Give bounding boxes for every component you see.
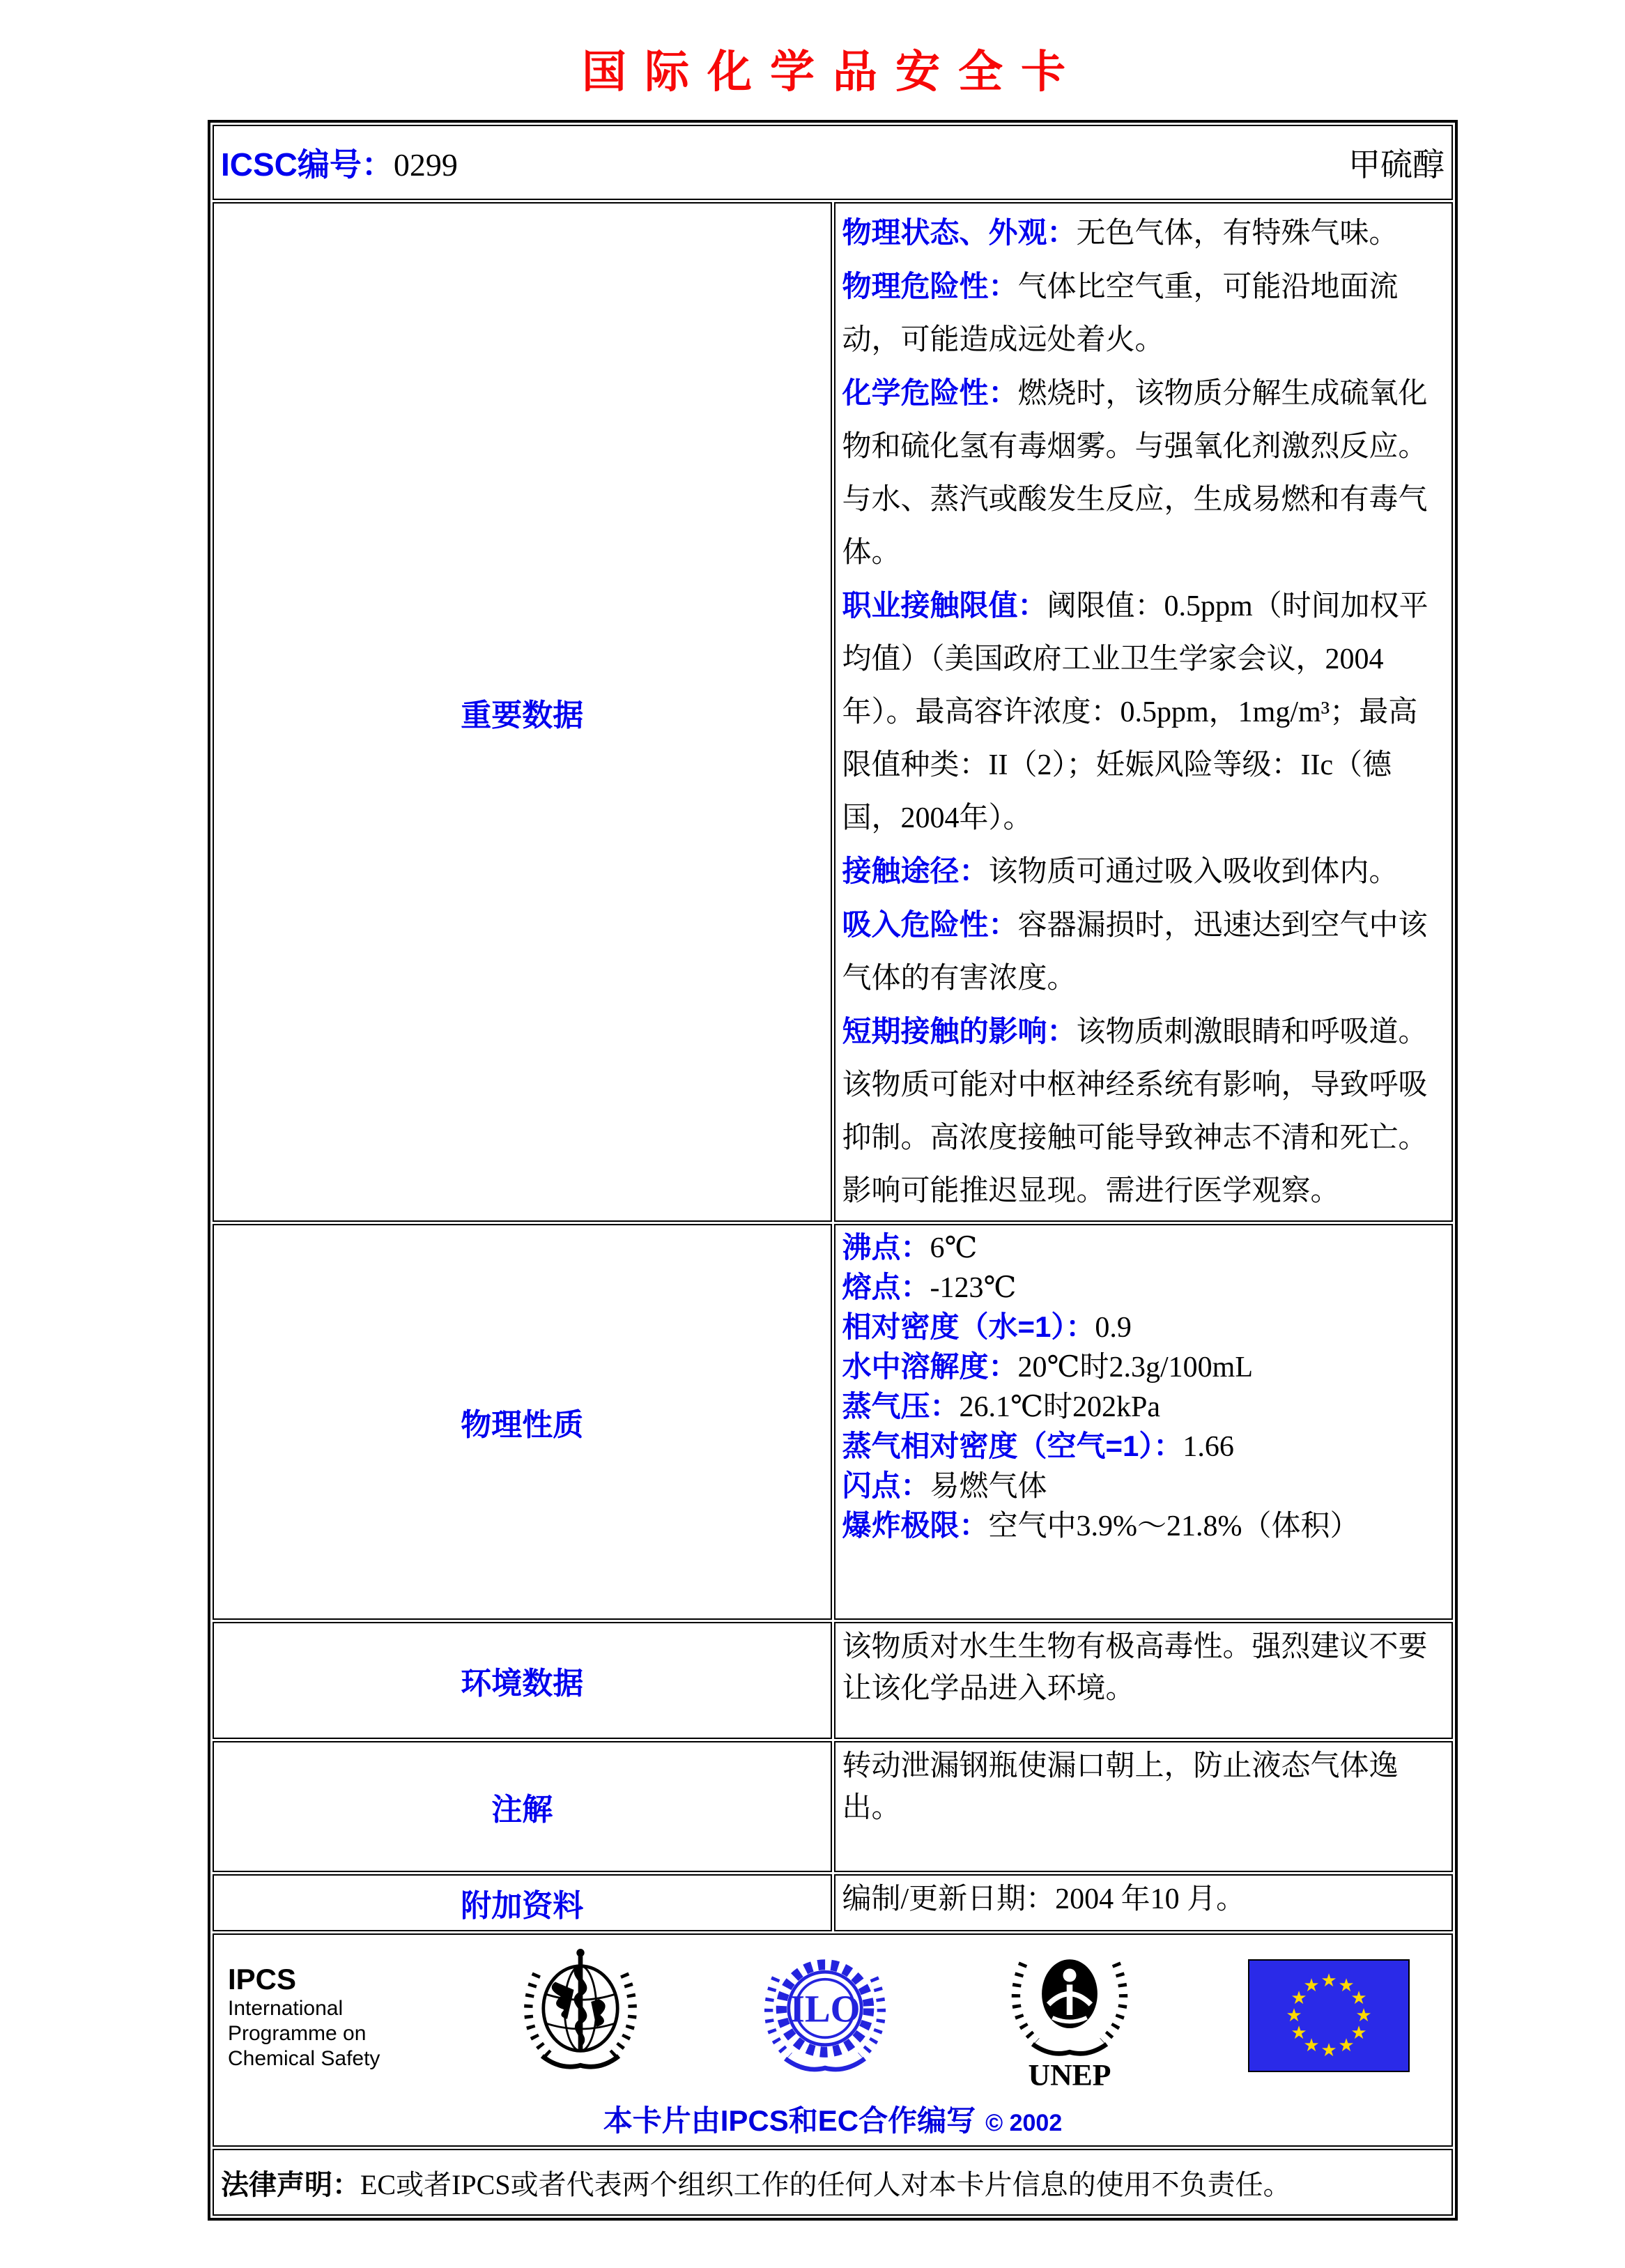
physical-item — [842, 1308, 1445, 1347]
svg-text:★: ★ — [1338, 1975, 1355, 1995]
icsc-card-page — [0, 36, 1625, 2268]
credit-line — [228, 2098, 1438, 2140]
svg-text:★: ★ — [1286, 2005, 1302, 2025]
physical-item — [842, 1506, 1445, 1546]
additional-info-heading: 附加资料 — [213, 1874, 832, 1931]
legal-cell — [213, 2149, 1453, 2216]
physical-item-text: 易燃气体 — [930, 1471, 1047, 1503]
svg-text:★: ★ — [1291, 1987, 1307, 2008]
physical-properties-row — [213, 1224, 1453, 1620]
ilo-logo-text: ILO — [790, 1987, 861, 2030]
important-item-text: 阈限值：0.5ppm（时间加权平均值）（美国政府工业卫生学家会议，2004年）。最高容许浓度：0.5ppm，1mg/m³；最高限值种类：II（2）；妊娠风险等级：IIc（德国，2004年）。 — [842, 590, 1428, 834]
important-item — [842, 206, 1445, 260]
important-item-text: 容器漏损时，迅速达到空气中该气体的有害浓度。 — [842, 910, 1428, 995]
important-item-text: 燃烧时，该物质分解生成硫氧化物和硫化氢有毒烟雾。与强氧化剂激烈反应。与水、蒸汽或酸发生反应，生成易燃和有毒气体。 — [842, 378, 1428, 569]
physical-item — [842, 1466, 1445, 1506]
physical-properties-heading: 物理性质 — [213, 1224, 832, 1620]
logos-row — [213, 1933, 1453, 2147]
icsc-number-value: 0299 — [393, 147, 458, 183]
legal-label: 法律声明： — [221, 2169, 360, 2200]
important-item — [842, 260, 1445, 367]
physical-item-label: 相对密度（水=1）： — [842, 1310, 1095, 1343]
physical-item-text: 空气中3.9%～21.8%（体积） — [988, 1510, 1360, 1542]
physical-item-text: 20℃时2.3g/100mL — [1017, 1351, 1253, 1384]
chemical-name: 甲硫醇 — [1348, 147, 1445, 183]
ilo-logo-icon — [759, 1947, 891, 2087]
legal-text: EC或者IPCS或者代表两个组织工作的任何人对本卡片信息的使用不负责任。 — [360, 2168, 1291, 2200]
header-flex — [221, 139, 1445, 185]
environment-row — [213, 1622, 1453, 1739]
ipcs-acronym: IPCS — [228, 1963, 297, 1995]
important-item-label: 短期接触的影响： — [842, 1015, 1077, 1048]
header-cell — [213, 125, 1453, 200]
important-item-text: 无色气体，有特殊气味。 — [1076, 217, 1399, 250]
important-item-label: 化学危险性： — [842, 376, 1018, 409]
important-item — [842, 898, 1445, 1005]
notes-content — [834, 1741, 1454, 1872]
physical-item-text: 1.66 — [1183, 1431, 1234, 1463]
svg-text:★: ★ — [1303, 2035, 1320, 2055]
important-data-heading: 重要数据 — [213, 202, 832, 1222]
environment-heading: 环境数据 — [213, 1622, 832, 1739]
physical-item — [842, 1347, 1445, 1387]
svg-text:★: ★ — [1355, 2005, 1372, 2025]
important-item-label: 职业接触限值： — [842, 589, 1047, 622]
credit-text: 本卡片由IPCS和EC合作编写 — [603, 2104, 976, 2137]
ipcs-line-1: International — [228, 1997, 344, 2020]
svg-text:★: ★ — [1350, 2022, 1367, 2043]
important-item-text: 气体比空气重，可能沿地面流动，可能造成远处着火。 — [842, 271, 1399, 356]
physical-item-label: 水中溶解度： — [842, 1350, 1018, 1383]
important-data-content — [834, 202, 1454, 1222]
who-logo-icon — [514, 1947, 647, 2087]
copyright-text: © 2002 — [985, 2110, 1063, 2136]
physical-item-text: 26.1℃时202kPa — [959, 1391, 1160, 1423]
environment-text: 该物质对水生生物有极高毒性。强烈建议不要让该化学品进入环境。 — [842, 1631, 1428, 1705]
important-item-text: 该物质刺激眼睛和呼吸道。该物质可能对中枢神经系统有影响，导致呼吸抑制。高浓度接触可能导致神志不清和死亡。影响可能推迟显现。需进行医学观察。 — [842, 1016, 1428, 1207]
physical-item — [842, 1427, 1445, 1466]
header-row — [213, 125, 1453, 200]
physical-item-label: 蒸气压： — [842, 1390, 960, 1423]
logos-cell — [213, 1933, 1453, 2147]
svg-text:★: ★ — [1338, 2035, 1355, 2055]
notes-row — [213, 1741, 1453, 1872]
physical-item — [842, 1387, 1445, 1427]
important-item — [842, 845, 1445, 898]
physical-item-text: -123℃ — [930, 1272, 1017, 1304]
logos-strip — [228, 1940, 1438, 2094]
physical-item-text: 6℃ — [930, 1232, 978, 1264]
icsc-card-table — [208, 120, 1458, 2221]
physical-item-label: 闪点： — [842, 1469, 930, 1502]
ipcs-line-2: Programme on — [228, 2022, 367, 2045]
unep-logo-text: UNEP — [1028, 2058, 1111, 2090]
svg-text:★: ★ — [1291, 2022, 1307, 2043]
physical-item — [842, 1228, 1445, 1268]
unep-logo-icon — [1003, 1940, 1136, 2094]
notes-text: 转动泄漏钢瓶使漏口朝上，防止液态气体逸出。 — [842, 1750, 1399, 1824]
svg-text:★: ★ — [1303, 1975, 1320, 1995]
important-item — [842, 1005, 1445, 1218]
physical-item — [842, 1268, 1445, 1308]
svg-text:★: ★ — [1320, 1970, 1337, 1991]
physical-item-label: 沸点： — [842, 1231, 930, 1264]
legal-row — [213, 2149, 1453, 2216]
important-data-row — [213, 202, 1453, 1222]
important-item-label: 物理状态、外观： — [842, 216, 1077, 249]
physical-properties-content — [834, 1224, 1454, 1620]
environment-content — [834, 1622, 1454, 1739]
important-item-label: 物理危险性： — [842, 270, 1018, 302]
important-item-label: 接触途径： — [842, 855, 989, 887]
notes-heading: 注解 — [213, 1741, 832, 1872]
additional-info-content — [834, 1874, 1454, 1931]
important-item — [842, 579, 1445, 845]
additional-info-text: 编制/更新日期：2004 年10 月。 — [842, 1883, 1246, 1915]
important-item-text: 该物质可通过吸入吸收到体内。 — [988, 856, 1399, 888]
ipcs-line-3: Chemical Safety — [228, 2047, 380, 2070]
important-item — [842, 367, 1445, 579]
physical-item-label: 爆炸极限： — [842, 1509, 989, 1542]
icsc-number-group — [221, 139, 458, 185]
svg-text:★: ★ — [1350, 1987, 1367, 2008]
physical-item-text: 0.9 — [1095, 1312, 1132, 1344]
icsc-number-label: ICSC编号： — [221, 146, 394, 183]
physical-item-label: 熔点： — [842, 1271, 930, 1303]
svg-text:★: ★ — [1320, 2039, 1337, 2060]
additional-info-row — [213, 1874, 1453, 1931]
ipcs-text-block — [228, 1963, 402, 2071]
physical-item-label: 蒸气相对密度（空气=1）： — [842, 1430, 1183, 1462]
eu-flag-icon — [1248, 1959, 1410, 2076]
page-title: 国际化学品安全卡 — [582, 46, 1084, 98]
important-item-label: 吸入危险性： — [842, 908, 1018, 941]
